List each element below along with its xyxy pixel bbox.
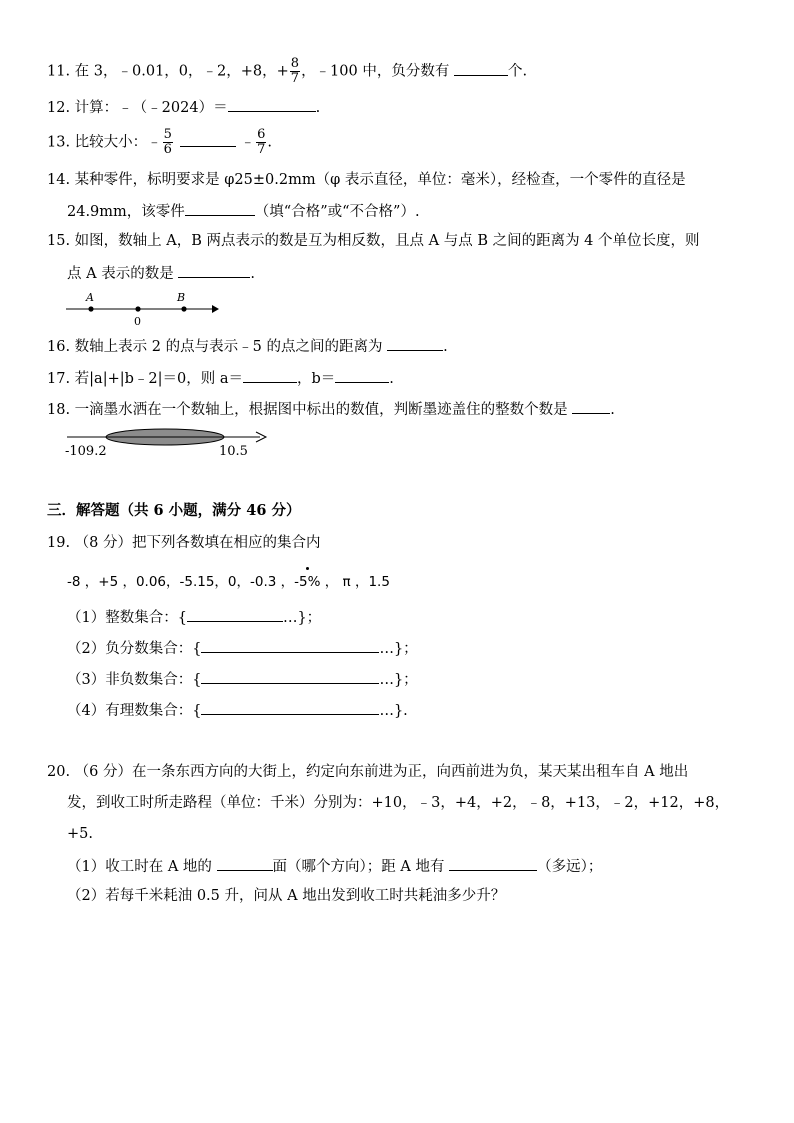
q14-answer-blank[interactable]	[185, 200, 255, 216]
q12-number: 12.	[47, 100, 71, 116]
q19-set-1-blank[interactable]	[187, 606, 283, 622]
q11-text-post: ，﹣100 中，负分数有	[301, 63, 454, 80]
q20-text-line-1: （6 分）在一条东西方向的大街上，约定向东前进为正，向西前进为负，某天某出租车自 A 地出	[74, 764, 689, 780]
q13-fraction-2	[256, 128, 266, 157]
q18-end: .	[610, 402, 615, 418]
q19-set-4-blank[interactable]	[201, 699, 379, 715]
q18-left-value: -109.2	[65, 444, 107, 459]
q19-number-list: -8 ，+5 ，0.06，-5.15，0，-0.3 ，-5% ， π ，1.5	[67, 574, 390, 590]
q18-ink-number-line-figure	[60, 422, 280, 462]
question-18	[47, 398, 615, 420]
q15-number: 15.	[47, 233, 71, 249]
q11-number: 11.	[47, 63, 71, 80]
q20-subquestion-1	[67, 855, 602, 877]
q19-set-2-label: （2）负分数集合：{	[67, 641, 202, 657]
q11-frac-sign: +	[276, 63, 289, 80]
q15-point-a	[88, 306, 93, 311]
q19-set-3-end: …}；	[379, 672, 418, 688]
question-14-line-2	[67, 200, 420, 222]
q11-frac-numerator: 8	[290, 56, 300, 71]
q14-text-line-1: 某种零件，标明要求是 φ25±0.2mm（φ 表示直径，单位：毫米），经检查，一个零件的直径是	[74, 172, 686, 188]
q19-set-1-end: …}；	[282, 610, 322, 626]
q19-set-3-label: （3）非负数集合：{	[67, 672, 202, 688]
q15-number-line-figure	[62, 288, 222, 328]
question-16	[47, 335, 448, 357]
q15-axis-arrow	[212, 305, 219, 313]
q15-label-b: B	[177, 291, 186, 304]
q19-set-4-label: （4）有理数集合：{	[67, 703, 202, 719]
q16-number: 16.	[47, 339, 71, 355]
q18-number: 18.	[47, 402, 71, 418]
q13-text-mid: ﹣	[235, 134, 256, 151]
q15-text-line-2: 点 A 表示的数是	[67, 266, 179, 282]
q17-end: .	[389, 371, 394, 387]
question-14-line-1	[47, 170, 686, 190]
q14-text-line-2-pre: 24.9mm，该零件	[67, 204, 185, 220]
q16-end: .	[443, 339, 448, 355]
q15-point-zero	[135, 306, 140, 311]
q18-text: 一滴墨水洒在一个数轴上，根据图中标出的数值，判断墨迹盖住的整数个数是	[74, 402, 573, 418]
q19-set-4	[67, 699, 408, 721]
q19-set-1	[67, 606, 321, 628]
q18-answer-blank[interactable]	[572, 398, 610, 414]
q13-answer-blank[interactable]	[180, 131, 236, 147]
q19-repeating-dot	[306, 567, 309, 570]
q20-number: 20.	[47, 764, 71, 780]
q20-sub1-end: （多远）；	[537, 859, 603, 875]
q13-text-pre: 比较大小：﹣	[74, 134, 162, 151]
q17-number: 17.	[47, 371, 71, 387]
q15-point-b	[181, 306, 186, 311]
question-20-line-2: 发，到收工时所走路程（单位：千米）分别为：+10，﹣3，+4，+2，﹣8，+13，﹣2，+12，+8，	[67, 795, 730, 811]
q15-label-a: A	[86, 291, 94, 304]
q17-answer-blank-b[interactable]	[335, 367, 389, 383]
q16-answer-blank[interactable]	[387, 335, 443, 351]
q20-sub1-mid: 面（哪个方向）；距 A 地有	[272, 859, 450, 875]
q11-answer-blank[interactable]	[454, 60, 508, 76]
q14-number: 14.	[47, 172, 71, 188]
q13-number: 13.	[47, 134, 71, 151]
q19-set-2	[67, 637, 418, 659]
q18-right-value: 10.5	[219, 444, 248, 459]
q12-end: .	[315, 100, 321, 116]
question-15-line-2	[67, 262, 255, 284]
q19-set-3-blank[interactable]	[201, 668, 379, 684]
q20-sub1-pre: （1）收工时在 A 地的	[67, 859, 217, 875]
q15-end: .	[250, 266, 255, 282]
q20-direction-blank[interactable]	[217, 855, 273, 871]
q11-text-pre: 在 3，﹣0.01，0，﹣2，+8，	[74, 63, 277, 80]
question-20-line-3: +5.	[67, 826, 93, 842]
q19-number: 19.	[47, 535, 71, 551]
q12-text: 计算：﹣（﹣2024）＝	[74, 100, 228, 116]
q19-set-1-label: （1）整数集合：{	[67, 610, 187, 626]
q17-answer-blank-a[interactable]	[243, 367, 297, 383]
q17-text-mid: ，b＝	[297, 371, 336, 387]
q13-f2-numerator: 6	[257, 127, 266, 142]
q19-set-2-blank[interactable]	[201, 637, 379, 653]
q13-f1-denominator: 6	[163, 142, 172, 157]
q19-text: （8 分）把下列各数填在相应的集合内	[74, 535, 321, 551]
q11-end: 个.	[507, 63, 528, 80]
q11-frac-denominator: 7	[290, 71, 300, 86]
q14-text-line-2-post: （填“合格”或“不合格”）.	[254, 204, 420, 220]
q19-set-2-end: …}；	[379, 641, 418, 657]
question-19	[47, 533, 321, 553]
q13-end: .	[267, 134, 272, 151]
question-15-line-1	[47, 231, 700, 251]
question-20-line-1	[47, 762, 688, 782]
question-12	[47, 96, 320, 118]
q13-fraction-1	[163, 128, 173, 157]
q19-set-3	[67, 668, 418, 690]
q16-text: 数轴上表示 2 的点与表示﹣5 的点之间的距离为	[74, 339, 388, 355]
question-13	[47, 128, 272, 157]
question-17	[47, 367, 394, 389]
section-3-title: 三．解答题（共 6 小题，满分 46 分）	[47, 502, 301, 519]
q11-fraction	[290, 57, 300, 86]
q15-text-line-1: 如图，数轴上 A，B 两点表示的数是互为相反数，且点 A 与点 B 之间的距离为 4 个单位长度，则	[74, 233, 700, 249]
q12-answer-blank[interactable]	[228, 96, 316, 112]
question-11	[47, 57, 527, 86]
q13-f2-denominator: 7	[257, 142, 266, 157]
q20-subquestion-2: （2）若每千米耗油 0.5 升，问从 A 地出发到收工时共耗油多少升？	[67, 888, 506, 904]
q15-label-zero: 0	[134, 315, 141, 328]
q15-answer-blank[interactable]	[178, 262, 250, 278]
q13-f1-numerator: 5	[163, 127, 172, 142]
q19-set-4-end: …}.	[379, 703, 408, 719]
q20-distance-blank[interactable]	[449, 855, 537, 871]
q17-text-pre: 若|a|+|b﹣2|＝0，则 a＝	[74, 371, 243, 387]
